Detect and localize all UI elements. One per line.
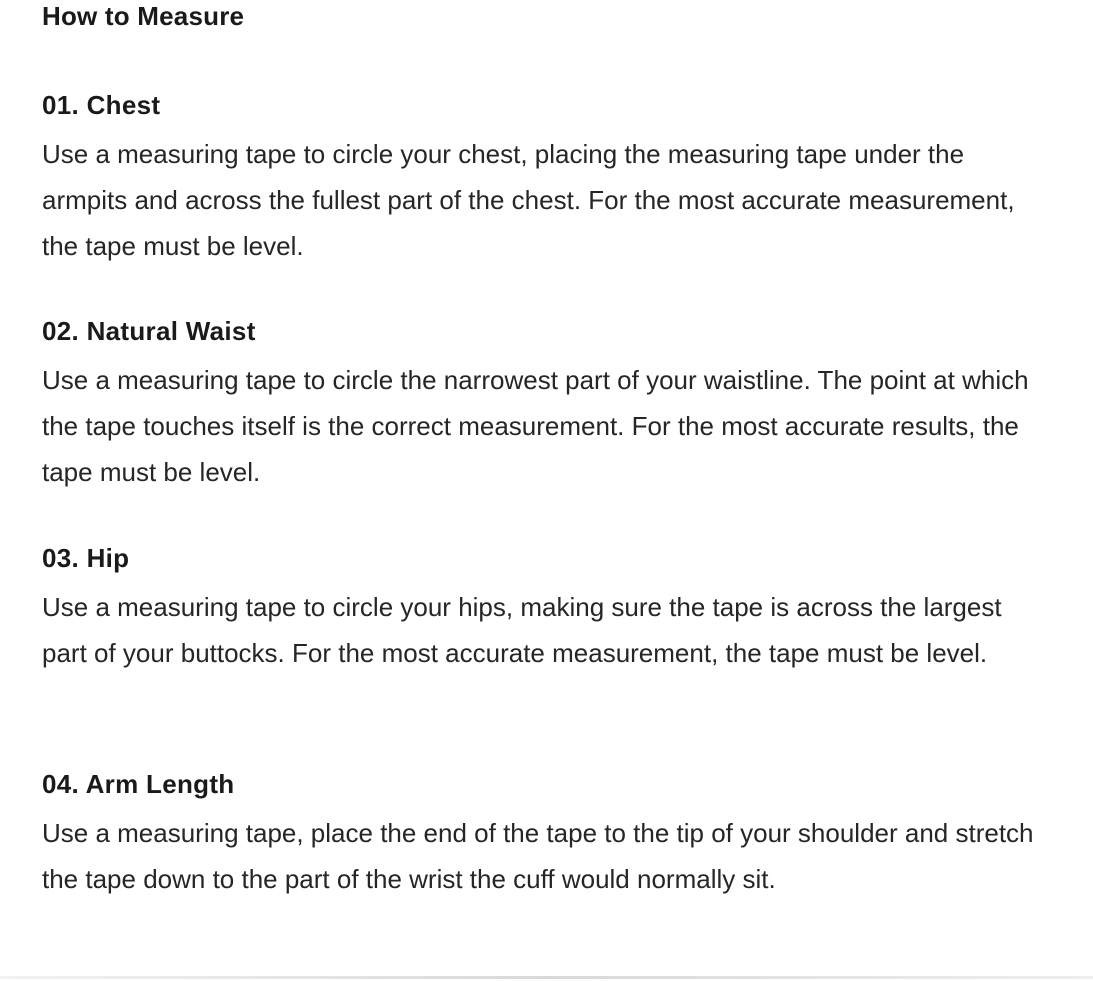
bottom-divider [0,976,1093,979]
section-heading-hip: 03. Hip [42,543,130,573]
page-title: How to Measure [42,1,245,31]
section-body-arm-length: Use a measuring tape, place the end of the tape to the tip of your shoulder and stretch the tape down to the part of the wrist the cuff would normally sit. [42,818,1034,894]
section-body-chest: Use a measuring tape to circle your chest, placing the measuring tape under the armpits and across the fullest part of the chest. For the most accurate measurement, the tape must be level. [42,139,1015,261]
section-natural-waist [42,315,1052,495]
section-arm-length [42,768,1052,902]
section-chest [42,89,1052,269]
section-body-natural-waist: Use a measuring tape to circle the narrowest part of your waistline. The point at which the tape touches itself is the correct measurement. For the most accurate results, the tape must be level. [42,365,1029,487]
section-hip [42,542,1052,676]
section-heading-chest: 01. Chest [42,90,161,120]
section-heading-arm-length: 04. Arm Length [42,769,235,799]
section-heading-natural-waist: 02. Natural Waist [42,316,256,346]
section-body-hip: Use a measuring tape to circle your hips, making sure the tape is across the largest part of your buttocks. For the most accurate measurement, the tape must be level. [42,592,1002,668]
